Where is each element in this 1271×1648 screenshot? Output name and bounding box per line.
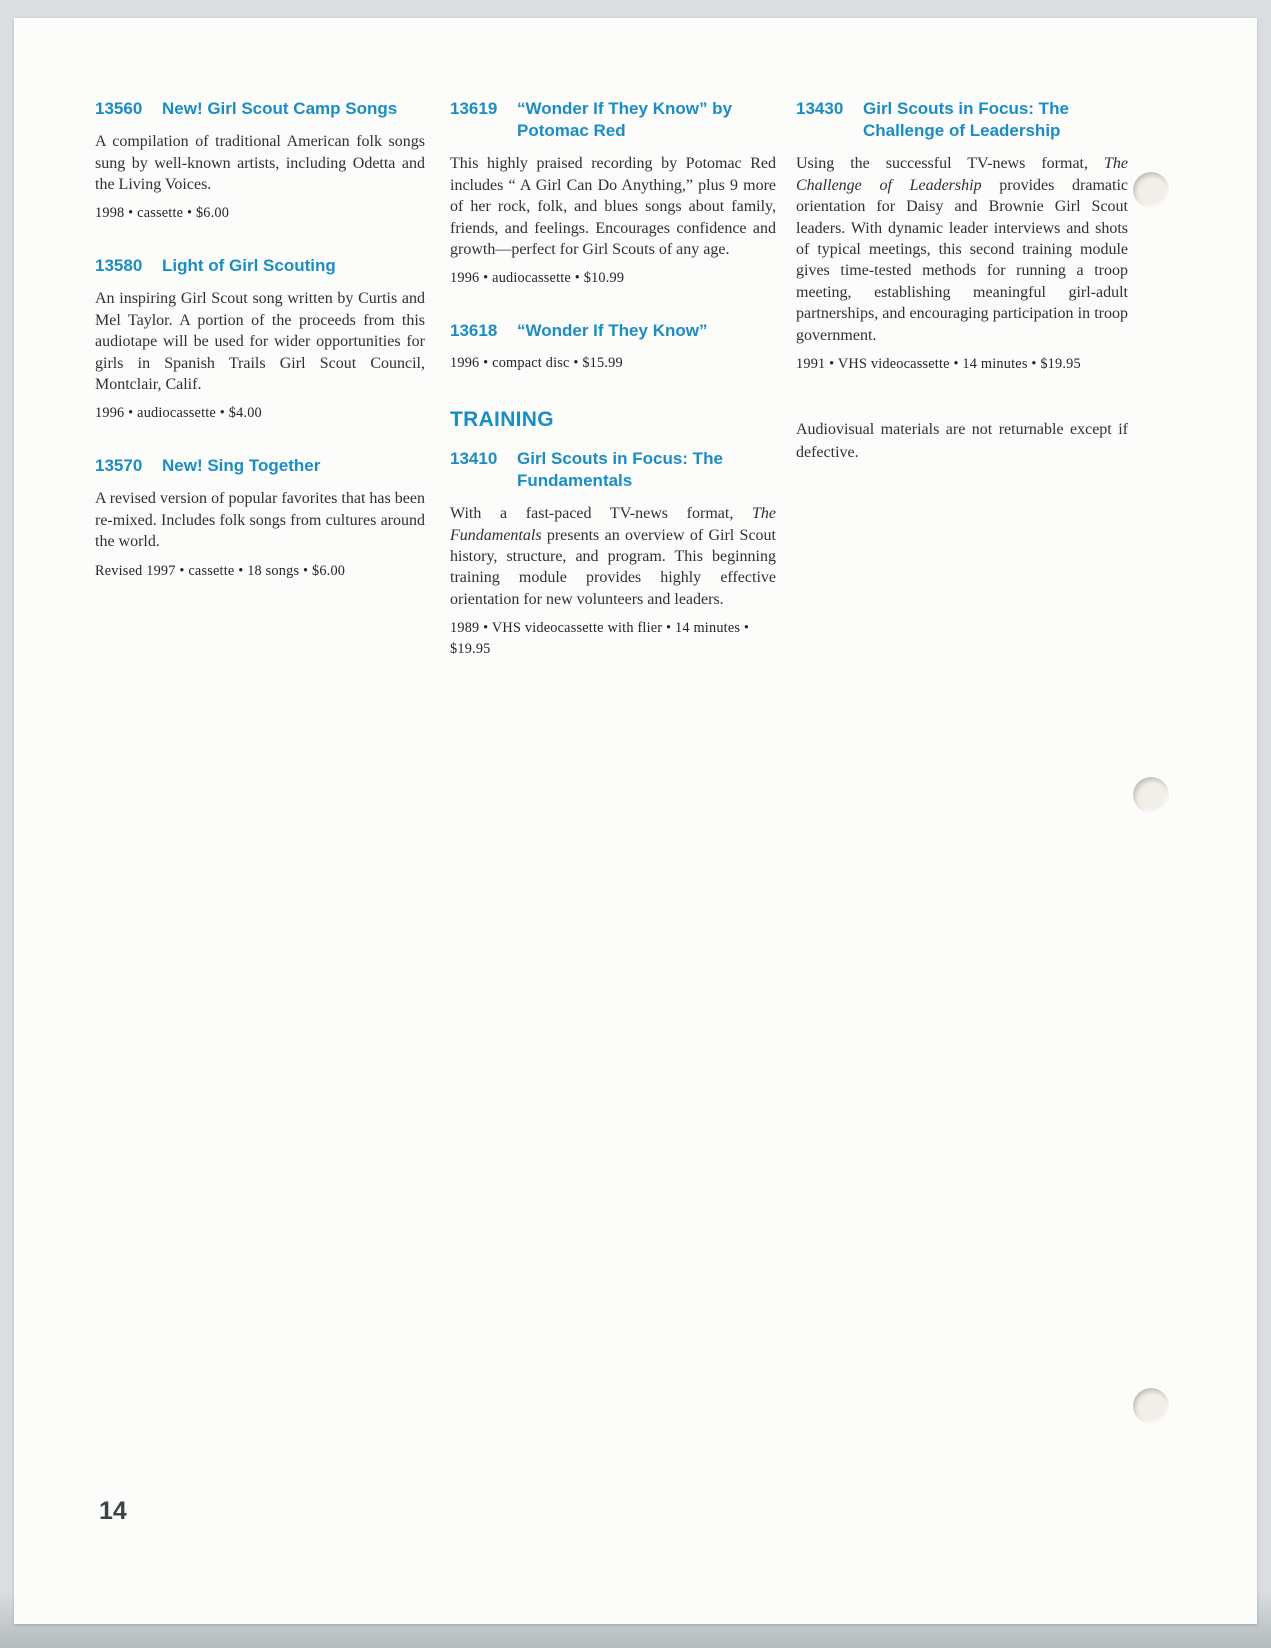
- item-code: 13619: [450, 99, 498, 118]
- item-heading: [450, 448, 776, 492]
- item-details: 1996 • audiocassette • $4.00: [95, 405, 262, 422]
- item-heading: [95, 255, 425, 277]
- item-heading: [450, 98, 776, 142]
- catalog-item-13619: [450, 98, 776, 289]
- item-title: Girl Scouts in Focus: The Challenge of Leadership: [863, 99, 1069, 141]
- catalog-item-13430: [796, 98, 1128, 375]
- section-heading-training: TRAINING: [450, 407, 554, 431]
- item-description: [450, 503, 776, 610]
- catalog-page: [14, 18, 1257, 1624]
- item-description: A compilation of traditional American folk songs sung by well-known artists, including Odetta and the Living Voices.: [95, 133, 425, 193]
- description-segment: presents an overview of Girl Scout history, structure, and program. This beginning training module provides highly effective orientation for new volunteers and leaders.: [450, 526, 776, 608]
- item-title: Girl Scouts in Focus: The Fundamentals: [517, 448, 723, 490]
- item-code: 13570: [95, 456, 143, 476]
- description-italic-segment: The Fundamentals: [450, 505, 776, 544]
- item-details: 1991 • VHS videocassette • 14 minutes • $19.95: [796, 356, 1081, 373]
- catalog-item-13618: [450, 320, 776, 374]
- description-segment: With a fast-paced TV-news format,: [450, 505, 752, 523]
- item-heading: [450, 320, 776, 342]
- column-1: [95, 98, 425, 691]
- item-heading: [95, 98, 425, 120]
- item-title: New! Sing Together: [162, 456, 321, 476]
- item-code: 13410: [450, 448, 498, 468]
- punch-hole-icon: [1133, 777, 1169, 813]
- item-title: New! Girl Scout Camp Songs: [162, 99, 398, 118]
- page-content: [14, 18, 1257, 691]
- description-italic-segment: The Challenge of Leadership: [796, 155, 1128, 194]
- punch-hole-icon: [1133, 1388, 1169, 1424]
- item-details: 1996 • audiocassette • $10.99: [450, 270, 625, 287]
- item-details: Revised 1997 • cassette • 18 songs • $6.00: [95, 562, 346, 579]
- item-title: “Wonder If They Know”: [517, 321, 708, 341]
- page-number: 14: [99, 1497, 127, 1525]
- column-2: [450, 98, 776, 691]
- item-description: [796, 153, 1128, 346]
- returns-note: Audiovisual materials are not returnable except if defective.: [796, 420, 1128, 461]
- catalog-item-13580: [95, 255, 425, 424]
- item-heading: [95, 455, 425, 477]
- item-code: 13580: [95, 256, 143, 276]
- item-details: 1998 • cassette • $6.00: [95, 205, 230, 222]
- item-details: 1996 • compact disc • $15.99: [450, 355, 623, 372]
- item-code: 13430: [796, 99, 844, 118]
- item-code: 13618: [450, 321, 498, 341]
- catalog-item-13410: [450, 448, 776, 660]
- description-segment: Using the successful TV-news format,: [796, 155, 1104, 173]
- item-description: A revised version of popular favorites that has been re-mixed. Includes folk songs from cultures around the world.: [95, 490, 425, 551]
- catalog-item-13560: [95, 98, 425, 224]
- catalog-item-13570: [95, 455, 425, 581]
- item-description: This highly praised recording by Potomac Red includes “ A Girl Can Do Anything,” plus 9 more of her rock, folk, and blues songs about family, friends, and feelings. Encourages confidence and growth—perfect for Girl Scouts of any age.: [450, 155, 776, 258]
- description-segment: provides dramatic orientation for Daisy and Brownie Girl Scout leaders. With dynamic leader interviews and shots of typical meetings, this second training module gives time-tested methods for running a troop meeting, establishing meaningful girl-adult partnerships, and encouraging participation in troop government.: [796, 176, 1128, 344]
- item-description: An inspiring Girl Scout song written by Curtis and Mel Taylor. A portion of the proceeds from this audiotape will be used for wider opportunities for girls in Spanish Trails Girl Scout Council, Montclair, Calif.: [95, 290, 425, 393]
- item-heading: [796, 98, 1128, 142]
- item-code: 13560: [95, 99, 143, 118]
- punch-hole-icon: [1133, 172, 1169, 208]
- item-title: “Wonder If They Know” by Potomac Red: [517, 99, 733, 141]
- item-title: Light of Girl Scouting: [162, 256, 336, 276]
- column-3: [796, 98, 1128, 691]
- item-details: 1989 • VHS videocassette with flier • 14 minutes • $19.95: [450, 620, 750, 657]
